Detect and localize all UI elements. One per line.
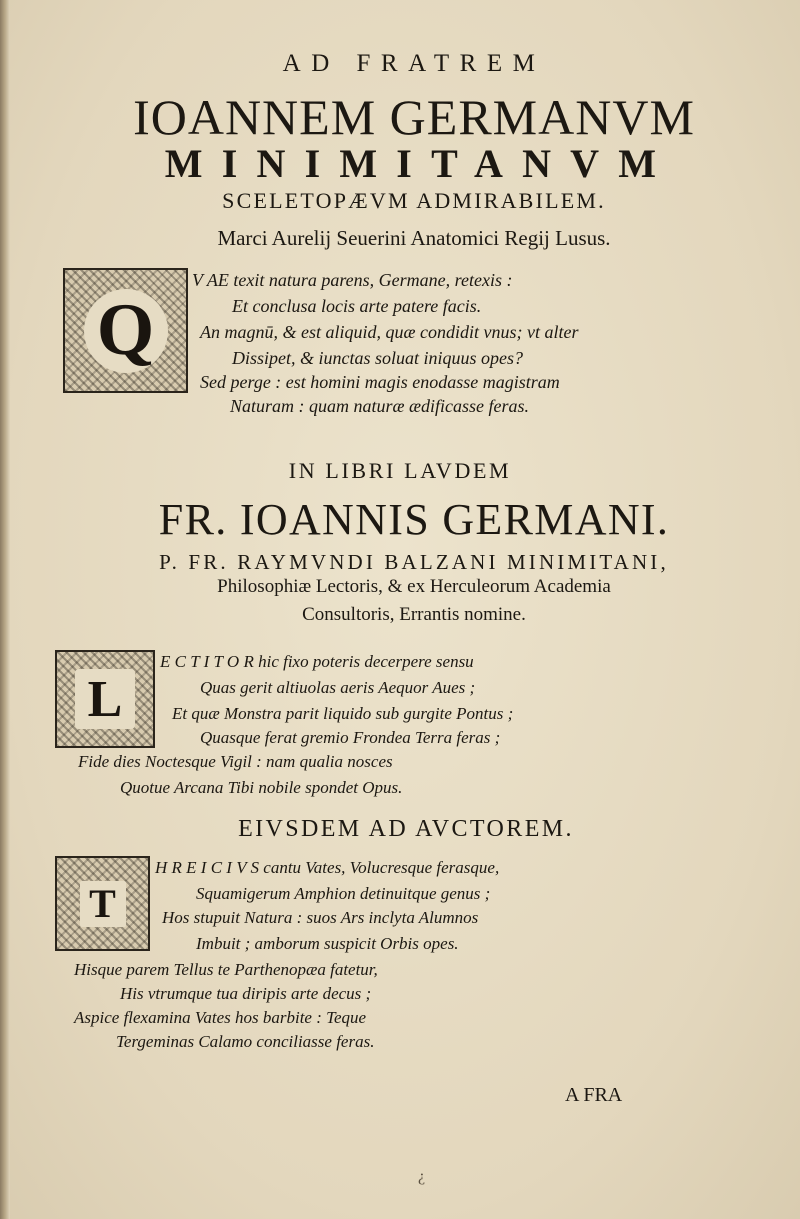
poem2-line-6: Quotue Arcana Tibi nobile spondet Opus. bbox=[120, 778, 403, 797]
poem2-line-2: Quas gerit altiuolas aeris Aequor Aues ; bbox=[200, 678, 476, 697]
poem1-line-5: Sed perge : est homini magis enodasse magistram bbox=[200, 372, 560, 392]
poem1-line-3: An magnū, & est aliquid, quæ condidit vnus; vt alter bbox=[200, 322, 579, 342]
poem1-line-1: V AE texit natura parens, Germane, retexis : bbox=[192, 270, 513, 290]
section2-author: P. FR. RAYMVNDI BALZANI MINIMITANI, bbox=[159, 550, 669, 574]
initial-letter: Q bbox=[84, 289, 168, 373]
ornamental-initial-q bbox=[63, 268, 188, 393]
header-line-5: Marci Aurelij Seuerini Anatomici Regij Lusus. bbox=[217, 226, 611, 250]
poem2-line-5: Fide dies Noctesque Vigil : nam qualia nosces bbox=[78, 752, 393, 771]
header-line-3: MINIMITANVM bbox=[164, 141, 676, 186]
ornamental-initial-l bbox=[55, 650, 155, 748]
ornamental-initial-t bbox=[55, 856, 150, 951]
section2-role-2: Consultoris, Errantis nomine. bbox=[302, 604, 526, 625]
poem1-line-6: Naturam : quam naturæ ædificasse feras. bbox=[230, 396, 530, 416]
poem3-line-7: Aspice flexamina Vates hos barbite : Teque bbox=[74, 1008, 367, 1027]
header-line-1: AD FRATREM bbox=[282, 50, 546, 77]
poem3-line-6: His vtrumque tua diripis arte decus ; bbox=[120, 984, 372, 1003]
initial-letter: T bbox=[80, 881, 126, 927]
poem2-line-4: Quasque ferat gremio Frondea Terra feras ; bbox=[200, 728, 501, 747]
catchword: A FRA bbox=[565, 1084, 623, 1106]
section3-heading: EIVSDEM AD AVCTOREM. bbox=[238, 816, 574, 842]
header-line-4: SCELETOPÆVM ADMIRABILEM. bbox=[222, 188, 606, 213]
section2-role-1: Philosophiæ Lectoris, & ex Herculeorum Academia bbox=[217, 576, 611, 597]
poem3-line-3: Hos stupuit Natura : suos Ars inclyta Alumnos bbox=[162, 908, 479, 927]
poem2-line-1: E C T I T O R hic fixo poteris decerpere sensu bbox=[160, 652, 474, 671]
poem3-line-2: Squamigerum Amphion detinuitque genus ; bbox=[196, 884, 491, 903]
poem1-line-4: Dissipet, & iunctas soluat iniquus opes? bbox=[232, 348, 524, 368]
poem3-line-1: H R E I C I V S cantu Vates, Volucresque ferasque, bbox=[155, 858, 500, 877]
section2-heading: IN LIBRI LAVDEM bbox=[288, 458, 512, 483]
section2-title: FR. IOANNIS GERMANI. bbox=[158, 495, 670, 544]
signature-mark: ¿ bbox=[418, 1168, 426, 1185]
poem1-line-2: Et conclusa locis arte patere facis. bbox=[232, 296, 482, 316]
poem3-line-4: Imbuit ; amborum suspicit Orbis opes. bbox=[196, 934, 459, 953]
header-line-2: IOANNEM GERMANVM bbox=[133, 89, 695, 145]
poem2-line-3: Et quæ Monstra parit liquido sub gurgite Pontus ; bbox=[172, 704, 514, 723]
initial-letter: L bbox=[75, 669, 135, 729]
poem3-line-5: Hisque parem Tellus te Parthenopæa fatetur, bbox=[74, 960, 378, 979]
poem3-line-8: Tergeminas Calamo conciliasse feras. bbox=[116, 1032, 375, 1051]
